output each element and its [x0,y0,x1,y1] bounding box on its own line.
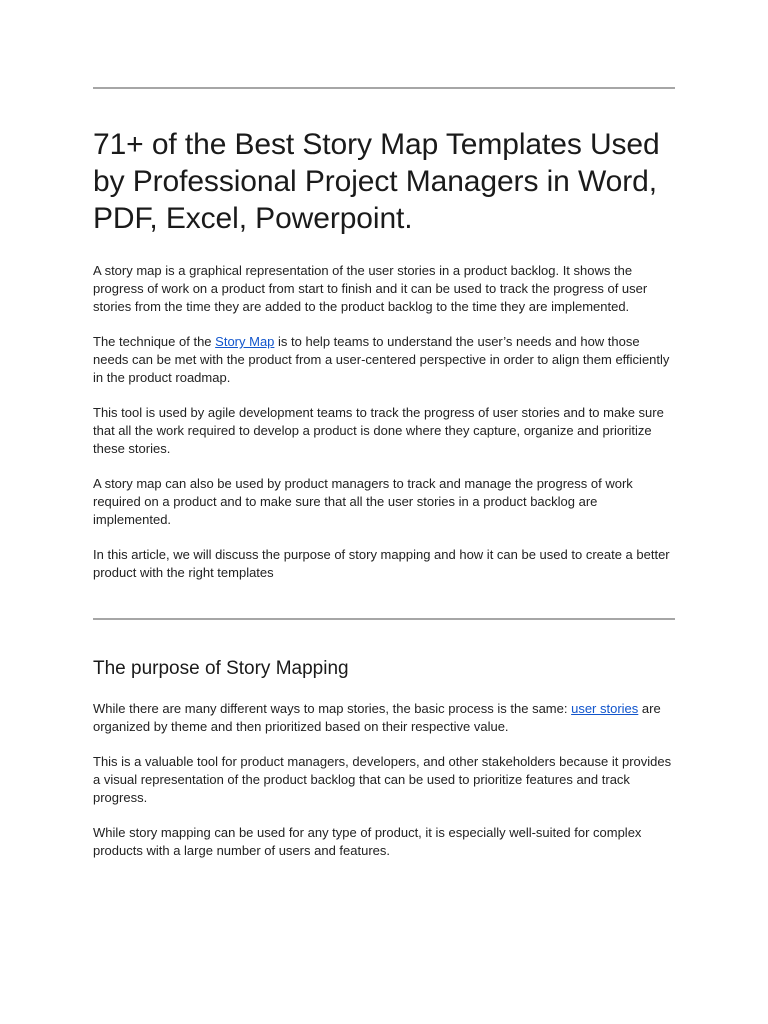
section-paragraph-1-text-after: are organized by theme and then prioritized based on their respective value. [93,701,661,734]
section-paragraph-1 [93,700,675,736]
document-page [93,0,675,860]
user-stories-link[interactable]: user stories [571,701,639,716]
intro-paragraph-2-text-before: The technique of the [93,334,216,349]
intro-paragraph-5: In this article, we will discuss the purpose of story mapping and how it can be used to create a better product with the right templates [93,547,670,580]
section-paragraph-3: While story mapping can be used for any type of product, it is especially well-suited for complex products with a large number of users and features. [93,825,642,858]
intro-paragraph-2-text-after: is to help teams to understand the user’s needs and how those needs can be met with the product from a user-centered perspective in order to align them efficiently in the product roadmap. [93,334,670,385]
intro-paragraph-2 [93,333,675,387]
intro-paragraph-4: A story map can also be used by product managers to track and manage the progress of work required on a product and to make sure that all the user stories in a product backlog are implemented. [93,476,633,527]
intro-paragraph-1: A story map is a graphical representation of the user stories in a product backlog. It shows the progress of work on a product from start to finish and it can be used to track the progress of user stories from the time they are added to the product backlog to the time they are implemented. [93,263,648,314]
intro-paragraph-3: This tool is used by agile development teams to track the progress of user stories and to make sure that all the work required to develop a product is done where they capture, organize and prioritize these stories. [93,405,664,456]
top-divider [93,87,675,89]
section-paragraph-2: This is a valuable tool for product managers, developers, and other stakeholders because it provides a visual representation of the product backlog that can be used to prioritize features and track progress. [93,754,672,805]
document-title: 71+ of the Best Story Map Templates Used by Professional Project Managers in Word, PDF, Excel, Powerpoint. [93,128,660,235]
section-divider [93,618,675,620]
section-heading: The purpose of Story Mapping [93,658,349,679]
story-map-link[interactable]: Story Map [215,334,275,349]
section-paragraph-1-text-before: While there are many different ways to map stories, the basic process is the same: [93,701,572,716]
